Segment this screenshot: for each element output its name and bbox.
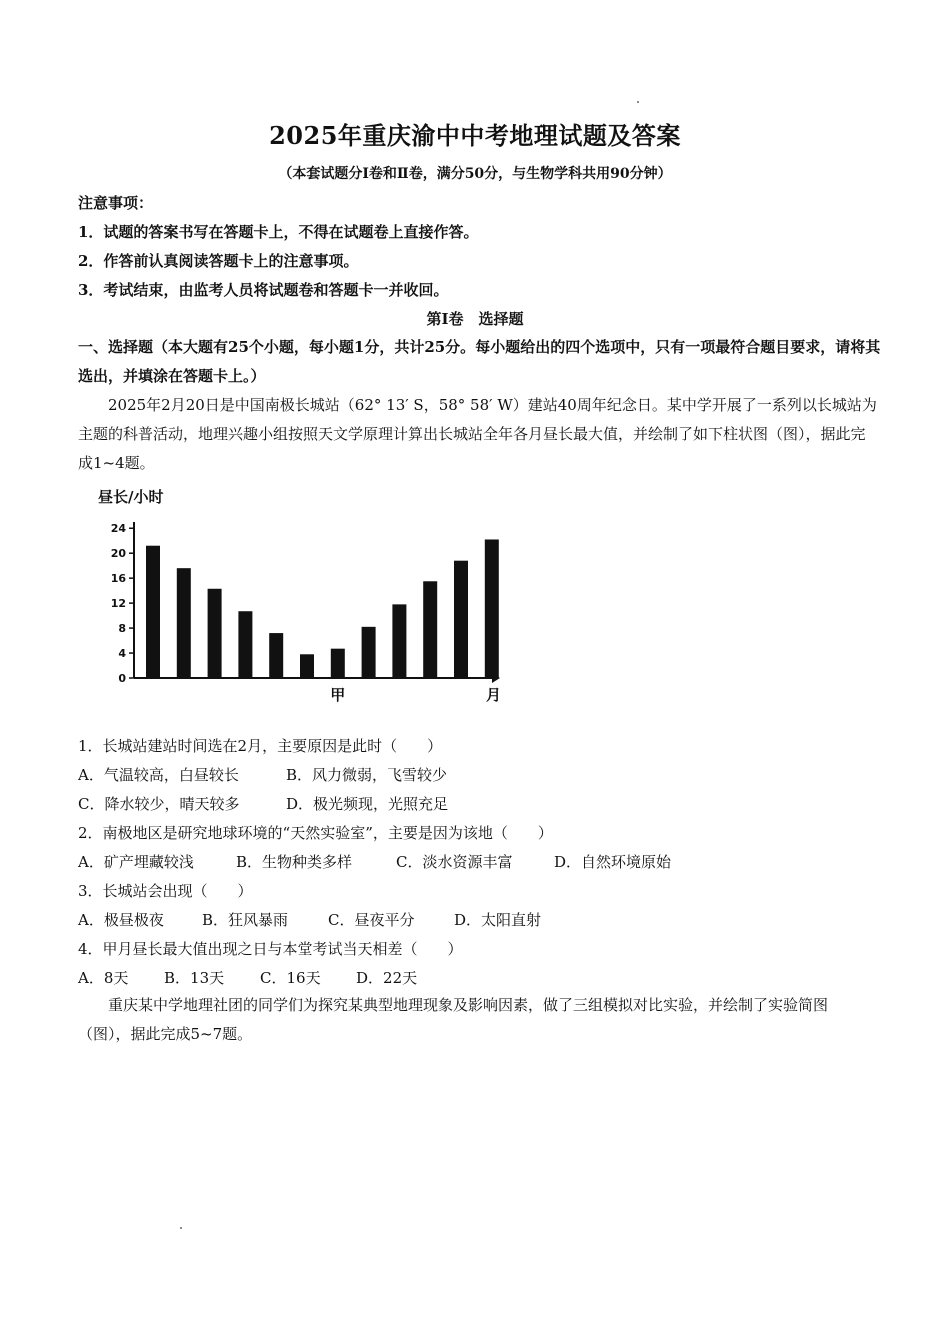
answer-option: B．狂风暴雨 xyxy=(202,911,289,929)
doc-title: 2025年重庆渝中中考地理试题及答案 xyxy=(269,121,681,150)
y-tick-label: 12 xyxy=(110,597,126,611)
chart-bar xyxy=(177,568,191,678)
intro-paragraph-2: 重庆某中学地理社团的同学们为探究某典型地理现象及影响因素，做了三组模拟对比实验，并绘制了实验简图（图），据此完成5~7题。 xyxy=(78,996,829,1043)
answer-option: D．自然环境原始 xyxy=(554,853,672,871)
chart-bar xyxy=(423,581,437,678)
chart-bar xyxy=(331,649,345,678)
bar-marker-label: 甲 xyxy=(330,686,346,704)
y-axis-ticks xyxy=(111,522,134,685)
y-tick-label: 8 xyxy=(118,622,126,636)
chart-bar xyxy=(208,589,222,678)
answer-option: C．降水较少，晴天较多 xyxy=(78,795,240,813)
notice-item: 3．考试结束，由监考人员将试题卷和答题卡一并收回。 xyxy=(78,281,449,299)
answer-option: D．22天 xyxy=(356,969,418,987)
intro-paragraph-1: 2025年2月20日是中国南极长城站（62° 13′ S，58° 58′ W）建站40周年纪念日。某中学开展了一系列以长城站为主题的科普活动，地理兴趣小组按照天文学原理计算出长城站全年各月昼长最大值，并绘制了如下柱状图（图），据此完成1~4题。 xyxy=(78,396,877,472)
y-tick-label: 0 xyxy=(118,672,126,685)
answer-option: A．气温较高，白昼较长 xyxy=(78,766,239,784)
question-stem: 3．长城站会出现（ ） xyxy=(78,882,253,900)
question-stem: 4．甲月昼长最大值出现之日与本堂考试当天相差（ ） xyxy=(78,940,463,958)
chart-bar xyxy=(362,627,376,678)
chart-bar xyxy=(454,561,468,678)
chart-bar xyxy=(485,539,499,678)
answer-option: B．生物种类多样 xyxy=(236,853,353,871)
answer-option: D．太阳直射 xyxy=(454,911,542,929)
daylength-bar-chart xyxy=(88,482,508,712)
doc-subtitle: （本套试题分Ⅰ卷和Ⅱ卷，满分50分，与生物学科共用90分钟） xyxy=(278,166,672,182)
notice-heading: 注意事项： xyxy=(78,194,154,212)
question-stem: 1．长城站建站时间选在2月，主要原因是此时（ ） xyxy=(78,737,443,755)
answer-option: A．极昼极夜 xyxy=(78,911,164,929)
answer-option: B．13天 xyxy=(164,969,225,987)
answer-option: A．矿产埋藏较浅 xyxy=(78,853,194,871)
scan-dot xyxy=(637,101,639,103)
answer-option: B．风力微弱，飞雪较少 xyxy=(286,766,448,784)
chart-bar xyxy=(146,546,160,678)
chart-bar xyxy=(392,604,406,678)
answer-option: C．淡水资源丰富 xyxy=(396,853,513,871)
y-tick-label: 4 xyxy=(118,647,126,661)
answer-option: A．8天 xyxy=(78,969,129,987)
y-tick-label: 20 xyxy=(110,547,126,561)
question-stem: 2．南极地区是研究地球环境的“天然实验室”，主要是因为该地（ ） xyxy=(78,824,553,842)
chart-bars xyxy=(146,539,499,678)
answer-option: C．16天 xyxy=(260,969,321,987)
chart-bar xyxy=(269,633,283,678)
answer-option: D．极光频现，光照充足 xyxy=(286,795,449,813)
chart-bar xyxy=(238,611,252,678)
notice-item: 2．作答前认真阅读答题卡上的注意事项。 xyxy=(78,252,359,270)
part-heading: 一、选择题（本大题有25个小题，每小题1分，共计25分。每小题给出的四个选项中，只有一项最符合题目要求，请将其选出，并填涂在答题卡上。） xyxy=(78,338,881,385)
notice-item: 1．试题的答案书写在答题卡上，不得在试题卷上直接作答。 xyxy=(78,223,479,241)
chart-xlabel: 月 xyxy=(486,686,502,704)
section-title: 第Ⅰ卷 选择题 xyxy=(426,310,524,328)
chart-ylabel: 昼长/小时 xyxy=(98,488,164,506)
y-tick-label: 16 xyxy=(110,572,126,586)
answer-option: C．昼夜平分 xyxy=(328,911,415,929)
chart-bar xyxy=(300,654,314,678)
scan-dot xyxy=(180,1227,182,1229)
y-tick-label: 24 xyxy=(110,522,126,536)
